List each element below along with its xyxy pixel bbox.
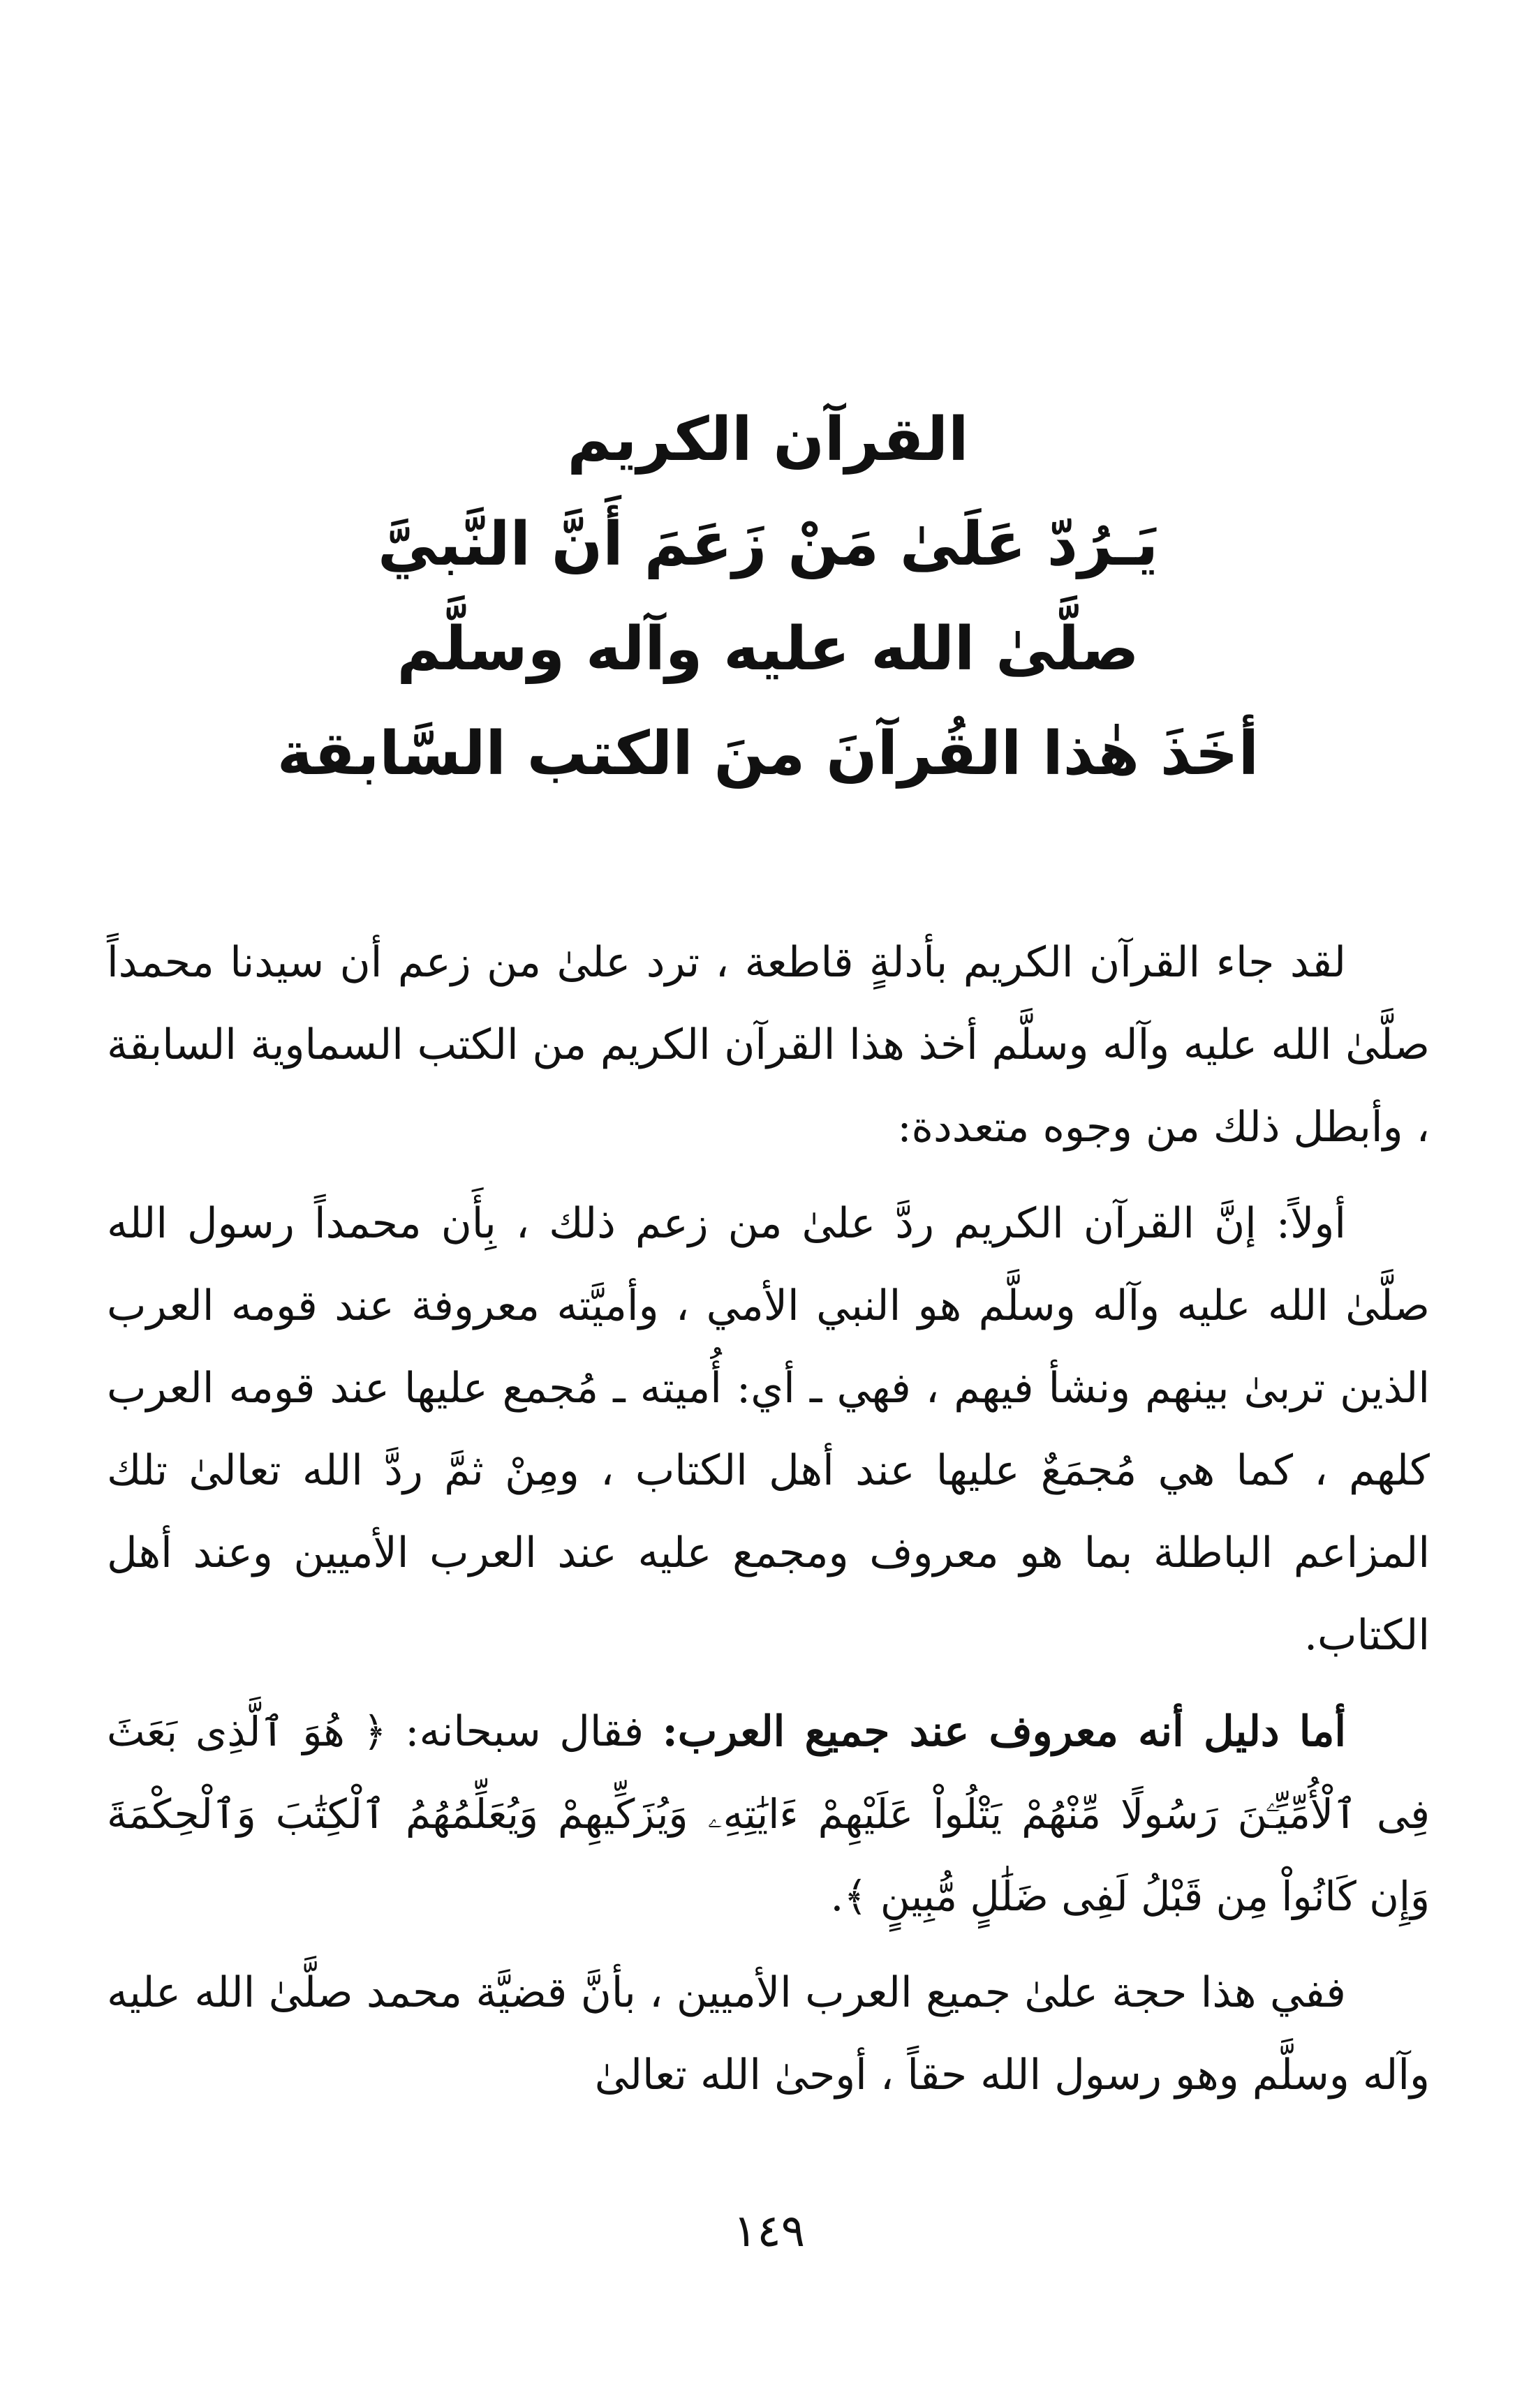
- body-text: [107, 921, 1430, 2116]
- page-number: ١٤٩: [732, 2206, 806, 2257]
- paragraph-intro: لقد جاء القرآن الكريم بأدلةٍ قاطعة ، ترد علىٰ من زعم أن سيدنا محمداً صلَّىٰ الله عليه وآله وسلَّم أخذ هذا القرآن الكريم من الكتب السماوية السابقة ، وأبطل ذلك من وجوه متعددة:: [107, 938, 1430, 1152]
- title-line-3: صلَّىٰ الله عليه وآله وسلَّم: [397, 614, 1139, 684]
- paragraph-first-point: أولاً: إنَّ القرآن الكريم ردَّ علىٰ من زعم ذلك ، بِأَن محمداً رسول الله صلَّىٰ الله عليه وآله وسلَّم هو النبي الأمي ، وأميَّته معروفة عند قومه العرب الذين تربىٰ بينهم ونشأ فيهم ، فهي ـ أي: أُميته ـ مُجمع عليها عند قومه العرب كلهم ، كما هي مُجمَعٌ عليها عند أهل الكتاب ، ومِنْ ثمَّ ردَّ الله تعالىٰ تلك المزاعم الباطلة بما هو معروف ومجمع عليه عند العرب الأميين وعند أهل الكتاب.: [107, 1199, 1430, 1660]
- title-line-4: أخَذَ هٰذا القُرآنَ منَ الكتب السَّابقة: [276, 719, 1259, 789]
- title-line-1: القرآن الكريم: [567, 405, 969, 475]
- title-line-2: يَـرُدّ عَلَىٰ مَنْ زَعَمَ أَنَّ النَّبيَّ: [377, 510, 1159, 579]
- paragraph-lead: أما دليل أنه معروف عند جميع العرب:: [662, 1707, 1346, 1756]
- paragraph-intro-phrase: فقال سبحانه:: [405, 1707, 644, 1756]
- quran-verse: ﴿ هُوَ ٱلَّذِى بَعَثَ فِى ٱلْأُمِّيِّـۧنَ رَسُولًا مِّنْهُمْ يَتْلُواْ عَلَيْهِمْ ءَايَٰتِهِۦ وَيُزَكِّيهِمْ وَيُعَلِّمُهُمُ ٱلْكِتَٰبَ وَٱلْحِكْمَةَ وَإِن كَانُواْ مِن قَبْلُ لَفِى ضَلَٰلٍ مُّبِينٍ ﴾: [107, 1708, 1430, 1920]
- paragraph-end-mark: .: [830, 1872, 844, 1921]
- paragraph-conclusion: ففي هذا حجة علىٰ جميع العرب الأميين ، بأنَّ قضيَّة محمد صلَّىٰ الله عليه وآله وسلَّم وهو رسول الله حقاً ، أوحىٰ الله تعالىٰ: [107, 1968, 1430, 2099]
- chapter-title: [209, 387, 1326, 806]
- paragraph-quran-evidence: [107, 1690, 1430, 1938]
